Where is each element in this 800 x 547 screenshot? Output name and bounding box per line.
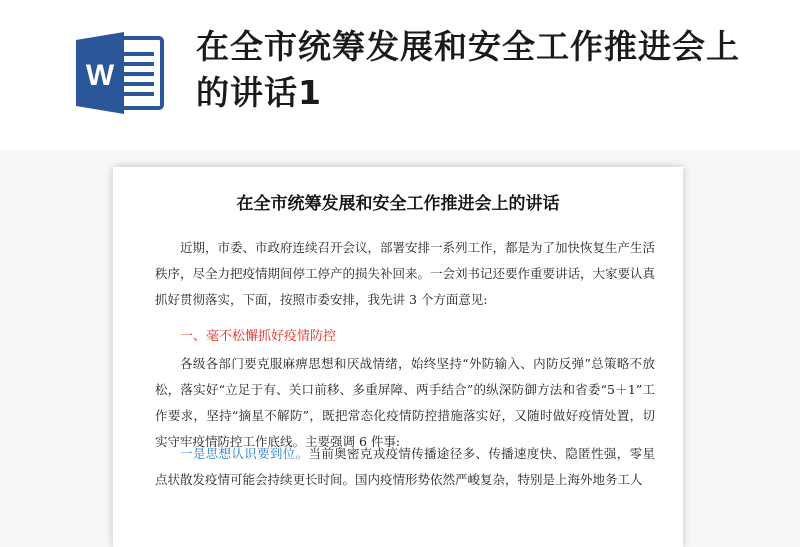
header-banner	[0, 0, 800, 150]
document-title: 在全市统筹发展和安全工作推进会上的讲话	[236, 194, 560, 214]
document-page	[113, 167, 683, 547]
paragraph-section-1: 各级各部门要克服麻痹思想和厌战情绪，始终坚持“外防输入、内防反弹”总策略不放松，落实好“立足于有、关口前移、多重屏障、两手结合”的纵深防御方法和省委“5＋1”工作要求，坚持“摘星不解防”，既把常态化疫情防控措施落实好，又随时做好疫情处置，切实守牢疫情防控工作底线。主要强调 6 件事:	[155, 356, 655, 449]
section-heading-1: 一、毫不松懈抓好疫情防控	[180, 329, 337, 344]
page-title: 在全市统筹发展和安全工作推进会上的讲话1	[196, 27, 740, 112]
paragraph-intro: 近期，市委、市政府连续召开会议，部署安排一系列工作，都是为了加快恢复生产生活秩序，尽全力把疫情期间停工停产的损失补回来。一会刘书记还要作重要讲话，大家要认真抓好贯彻落实，下面，按照市委安排，我先讲 3 个方面意见:	[155, 240, 656, 307]
point-1-lead: 一是思想认识要到位。	[180, 446, 309, 461]
point-1-body: 当前奥密克戎疫情传播途径多、传播速度快、隐匿性强，零星点状散发疫情可能会持续更长时间。国内疫情形势依然严峻复杂，特别是上海外地务工人	[155, 446, 655, 487]
paragraph-point-1	[155, 441, 655, 493]
word-document-icon	[74, 30, 166, 116]
word-icon-letter: W	[85, 59, 115, 92]
